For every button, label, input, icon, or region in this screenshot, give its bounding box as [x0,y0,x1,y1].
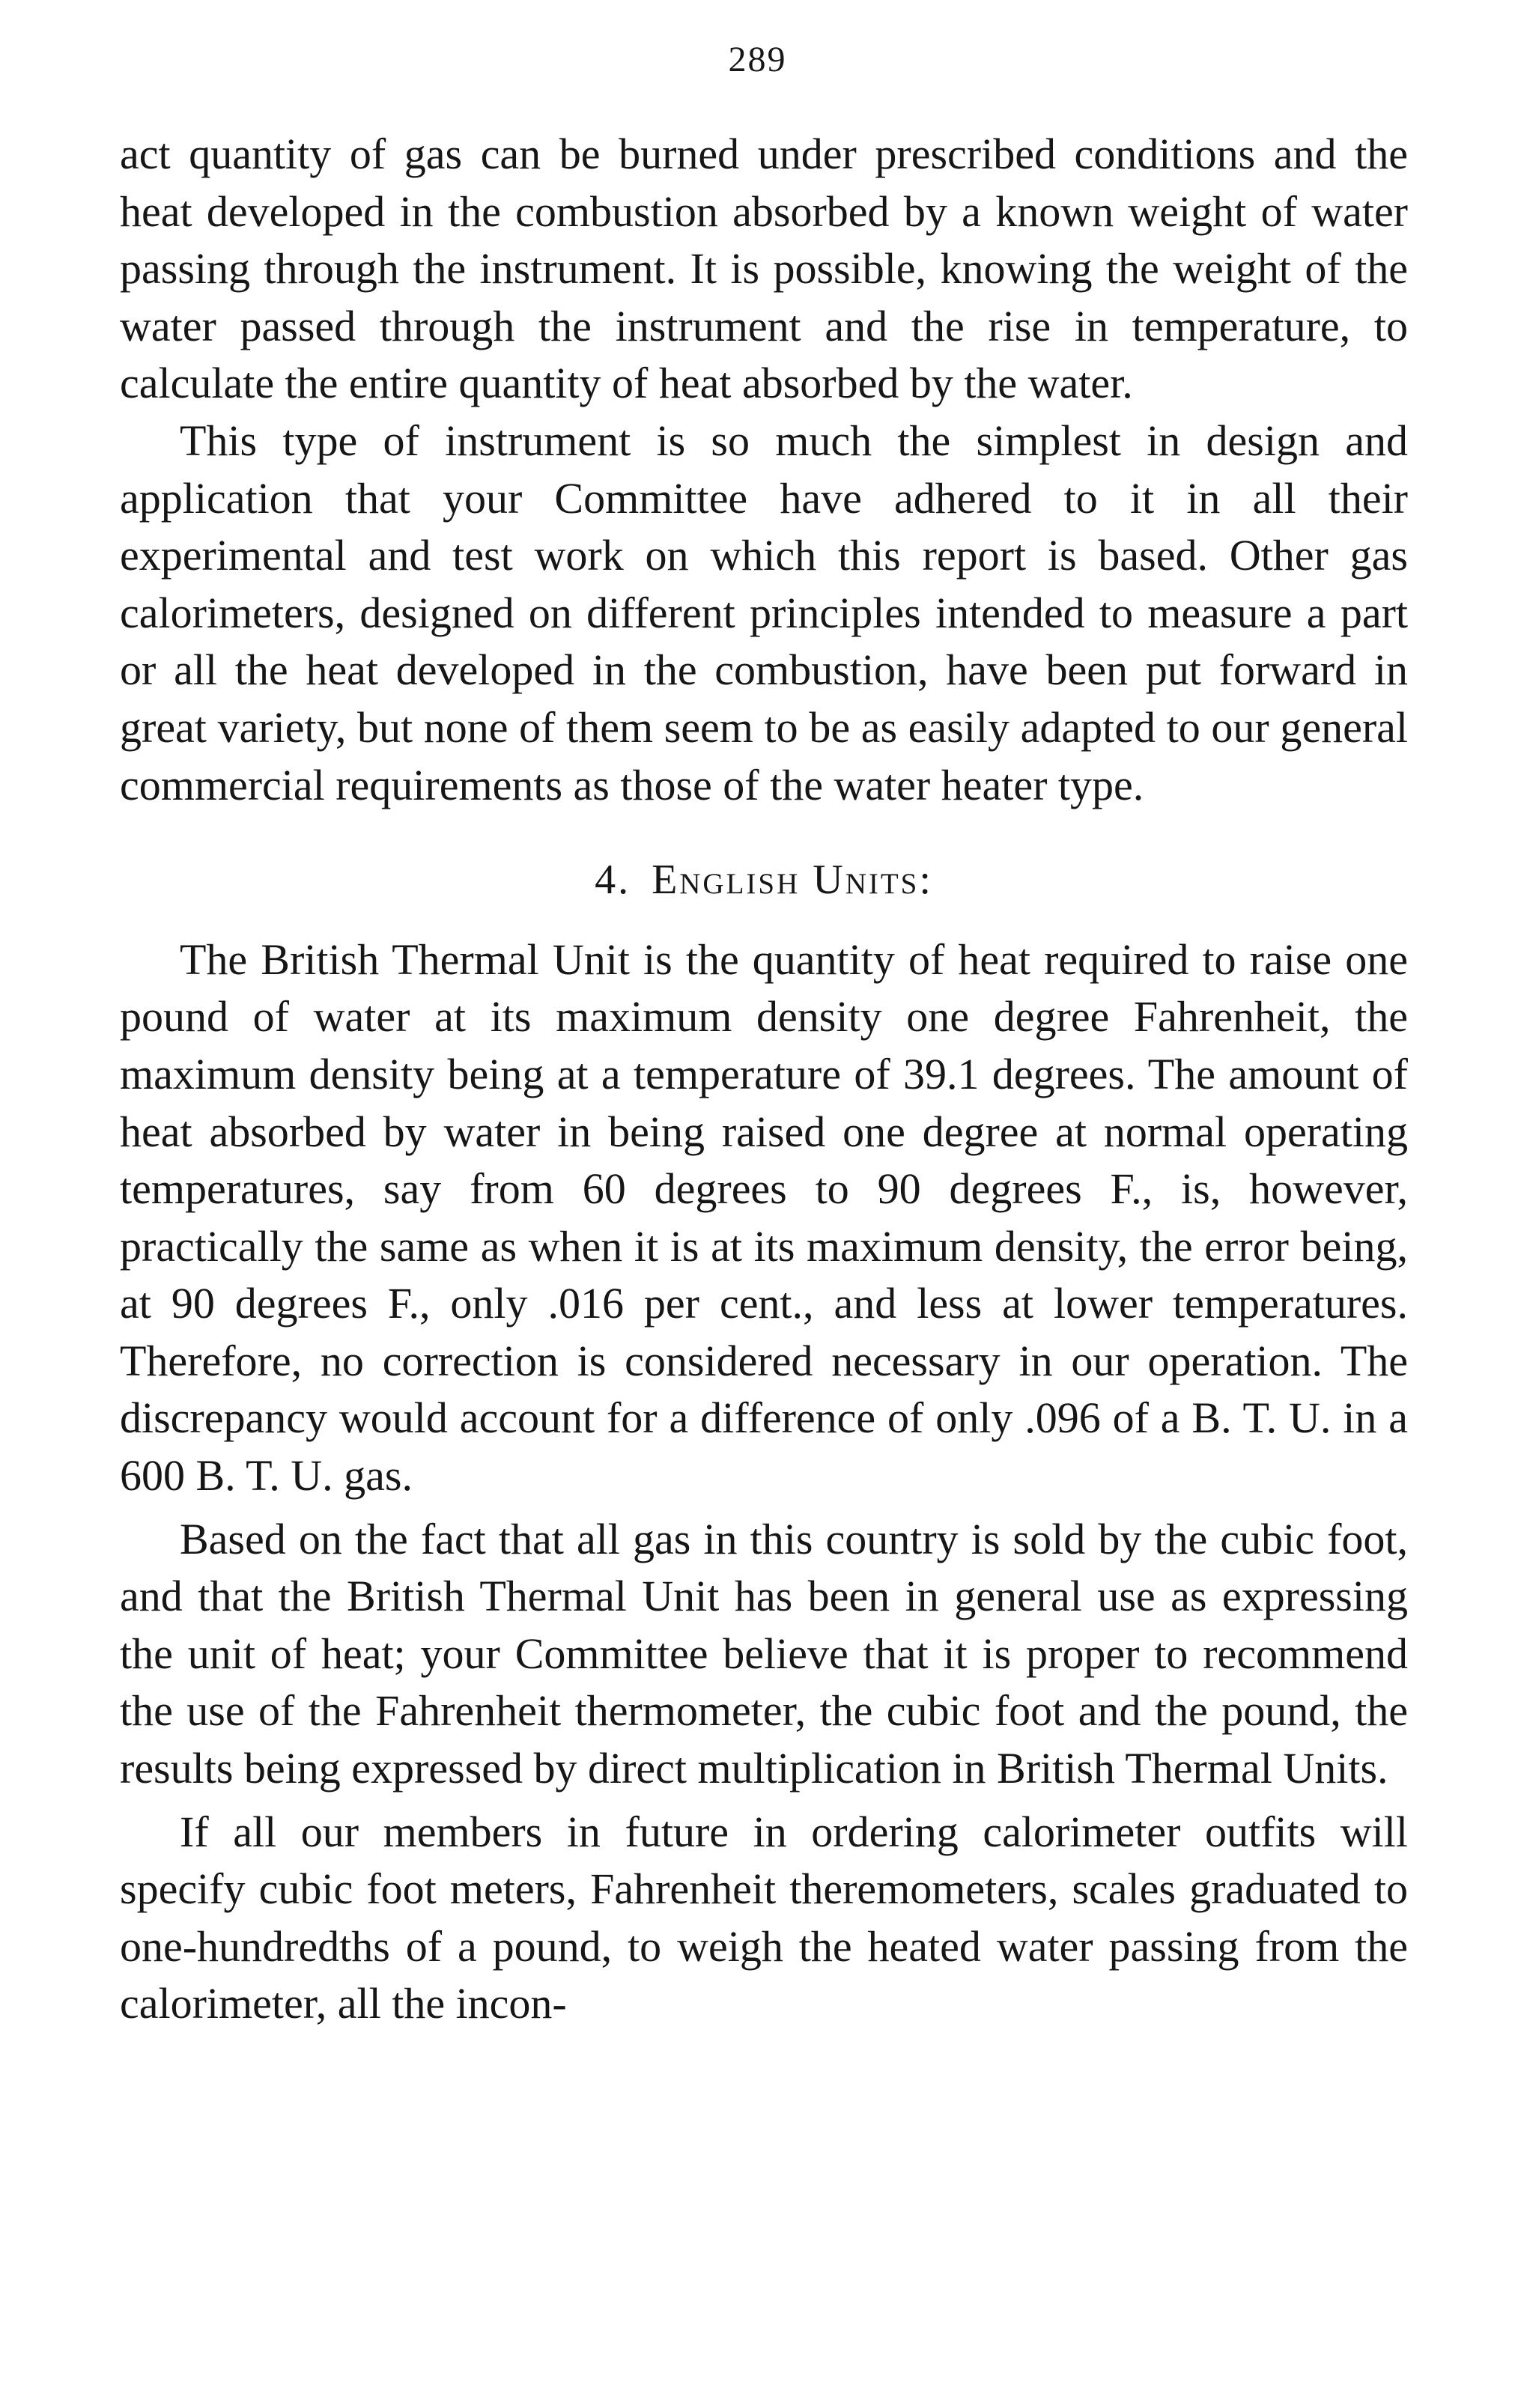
page-number: 289 [728,40,787,79]
paragraph-instrument-type: This type of instrument is so much the simplest in design and application that your Committee have adhered to it in all their experimental and test work on which this report is based. Other gas calorimeters, designed on different principles intended to measure a part or all the heat developed in the combustion, have been put forward in great variety, but none of them seem to be as easily adapted to our general commercial requirements as those of the water heater type. [120,416,1408,809]
paragraph-members-ordering: If all our members in future in ordering calorimeter outfits will specify cubic foot meters, Fahrenheit theremometers, scales graduated to one-hundredths of a pound, to weigh the heated water passing from the calorimeter, all the incon- [120,1807,1408,2028]
paragraph-btu-definition: The British Thermal Unit is the quantity of heat required to raise one pound of water at its maximum density one degree Fahrenheit, the maximum density being at a temperature of 39.1 degrees. The amount of heat absorbed by water in being raised one degree at normal operating temperatures, say from 60 degrees to 90 degrees F., is, however, practically the same as when it is at its maximum density, the error being, at 90 degrees F., only .016 per cent., and less at lower temperatures. Therefore, no correction is considered necessary in our operation. The discrepancy would account for a difference of only .096 of a B. T. U. in a 600 B. T. U. gas. [120,934,1408,1501]
section-number: 4. [595,857,631,904]
page-body [120,126,1408,2033]
section-heading [120,851,1408,909]
paragraph-continuation: act quantity of gas can be burned under prescribed conditions and the heat developed in the combustion absorbed by a known weight of water passing through the instrument. It is possible, knowing the weight of the water passed through the instrument and the rise in temperature, to calculate the entire quantity of heat absorbed by the water. [120,130,1408,408]
section-title: English Units: [652,857,933,904]
paragraph-recommendation: Based on the fact that all gas in this country is sold by the cubic foot, and that the British Thermal Unit has been in general use as expressing the unit of heat; your Committee believe that it is proper to recommend the use of the Fahrenheit thermometer, the cubic foot and the pound, the results being expressed by direct multiplication in British Thermal Units. [120,1514,1408,1793]
